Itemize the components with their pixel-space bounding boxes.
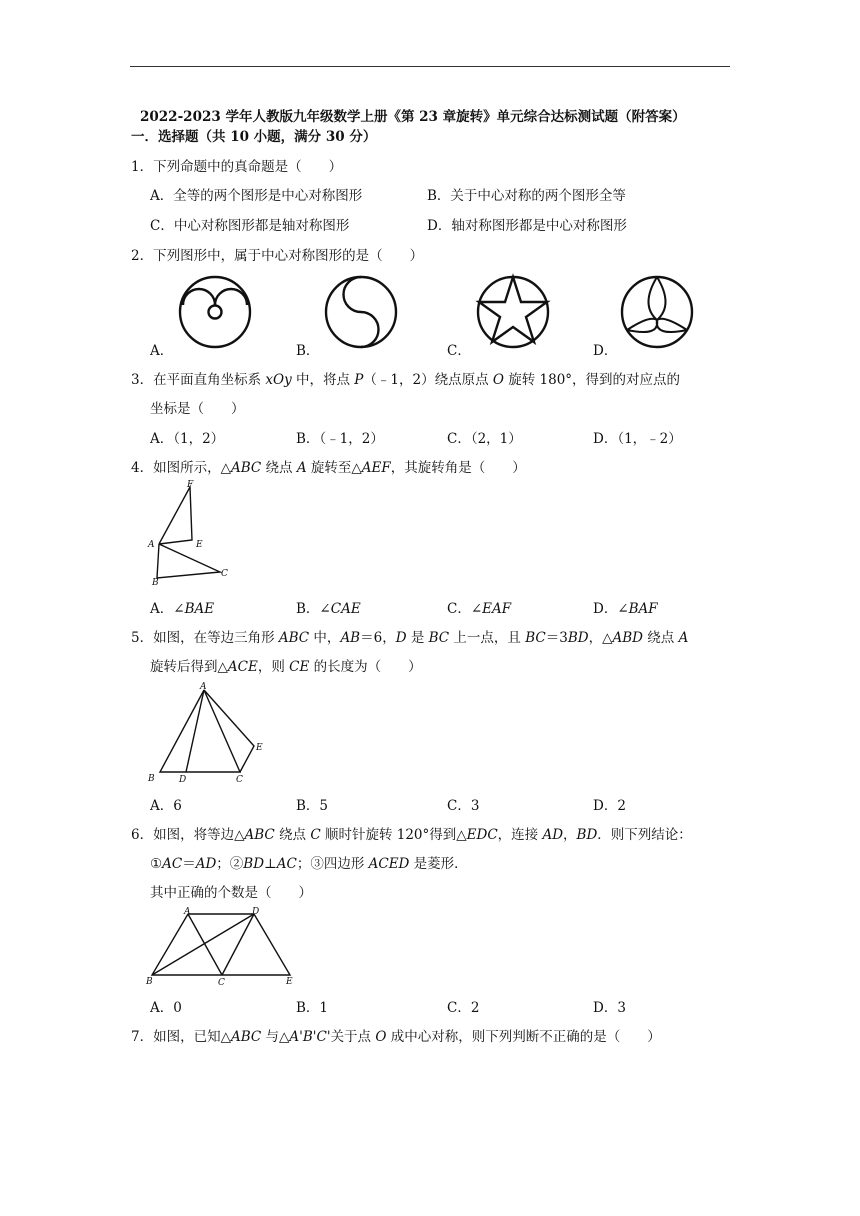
q6-figure [140,905,300,990]
q2-figure-c [476,275,550,349]
q1-option-b: B．关于中心对称的两个图形全等 [427,188,626,204]
q2-option-a: A． [150,343,174,359]
header-rule [130,66,730,67]
q2-option-d: D． [593,343,618,359]
q2-figure-d [620,275,694,349]
q6-label-a: A [184,907,191,917]
q7-stem: 7．如图，已知△ABC 与△A'B'C'关于点 O 成中心对称，则下列判断不正确的是（ ） [131,1029,661,1045]
q4-figure [140,478,240,590]
q6-label-c: C [218,978,225,988]
q4-label-e: E [196,540,203,550]
q5-option-b: B．5 [296,798,329,814]
q4-label-b: B [152,578,159,588]
q3-option-c: C．（2，1） [447,431,522,447]
q6-label-b: B [146,977,153,987]
q1-stem: 1．下列命题中的真命题是（ ） [131,159,343,175]
q3-option-a: A．（1，2） [150,431,225,447]
q6-option-c: C．2 [447,1000,480,1016]
q5-option-d: D．2 [593,798,626,814]
q1-option-c: C．中心对称图形都是轴对称图形 [150,218,350,234]
q5-label-c: C [236,775,243,785]
q4-option-a: A．∠BAE [150,601,215,617]
q1-option-d: D．轴对称图形都是中心对称图形 [427,218,627,234]
q4-label-f: F [187,480,194,490]
q5-label-e: E [256,743,263,753]
q6-line2: ①AC＝AD；②BD⊥AC；③四边形 ACED 是菱形． [150,856,468,872]
q3-option-b: B．（﹣1，2） [296,431,384,447]
section-heading: 一．选择题（共 10 小题，满分 30 分） [131,129,377,145]
q6-line1: 6．如图，将等边△ABC 绕点 C 顺时针旋转 120°得到△EDC，连接 AD，BD．则下列结论： [131,827,692,843]
q6-option-d: D．3 [593,1000,626,1016]
q4-option-d: D．∠BAF [593,601,658,617]
q2-figure-a [178,275,252,349]
q4-label-a: A [148,540,155,550]
q3-line1: 3．在平面直角坐标系 xOy 中，将点 P（﹣1，2）绕点原点 O 旋转 180°，得到的对应点的 [131,372,681,388]
q3-line2: 坐标是（ ） [150,401,245,417]
q2-figure-b [324,275,398,349]
q6-line3: 其中正确的个数是（ ） [150,885,312,901]
q1-option-a: A．全等的两个图形是中心对称图形 [150,188,363,204]
page-title: 2022-2023 学年人教版九年级数学上册《第 23 章旋转》单元综合达标测试题（附答案） [140,109,686,125]
q6-option-a: A．0 [150,1000,182,1016]
q5-figure [140,680,270,788]
q2-option-c: C． [447,343,471,359]
q2-option-b: B． [296,343,320,359]
q6-label-d: D [252,907,260,917]
q5-label-a: A [200,682,207,692]
q6-label-e: E [286,977,293,987]
q3-option-d: D．（1，﹣2） [593,431,682,447]
q5-label-b: B [148,774,155,784]
q5-label-d: D [179,775,187,785]
q4-option-b: B．∠CAE [296,601,361,617]
q4-option-c: C．∠EAF [447,601,512,617]
q4-label-c: C [221,569,228,579]
q6-option-b: B．1 [296,1000,329,1016]
q5-option-a: A．6 [150,798,182,814]
q5-line2: 旋转后得到△ACE，则 CE 的长度为（ ） [150,659,422,675]
q4-stem: 4．如图所示，△ABC 绕点 A 旋转至△AEF，其旋转角是（ ） [131,460,526,476]
q2-stem: 2．下列图形中，属于中心对称图形的是（ ） [131,248,424,264]
q5-line1: 5．如图，在等边三角形 ABC 中，AB＝6，D 是 BC 上一点，且 BC＝3BD，△ABD 绕点 A [131,630,689,646]
q5-option-c: C．3 [447,798,480,814]
